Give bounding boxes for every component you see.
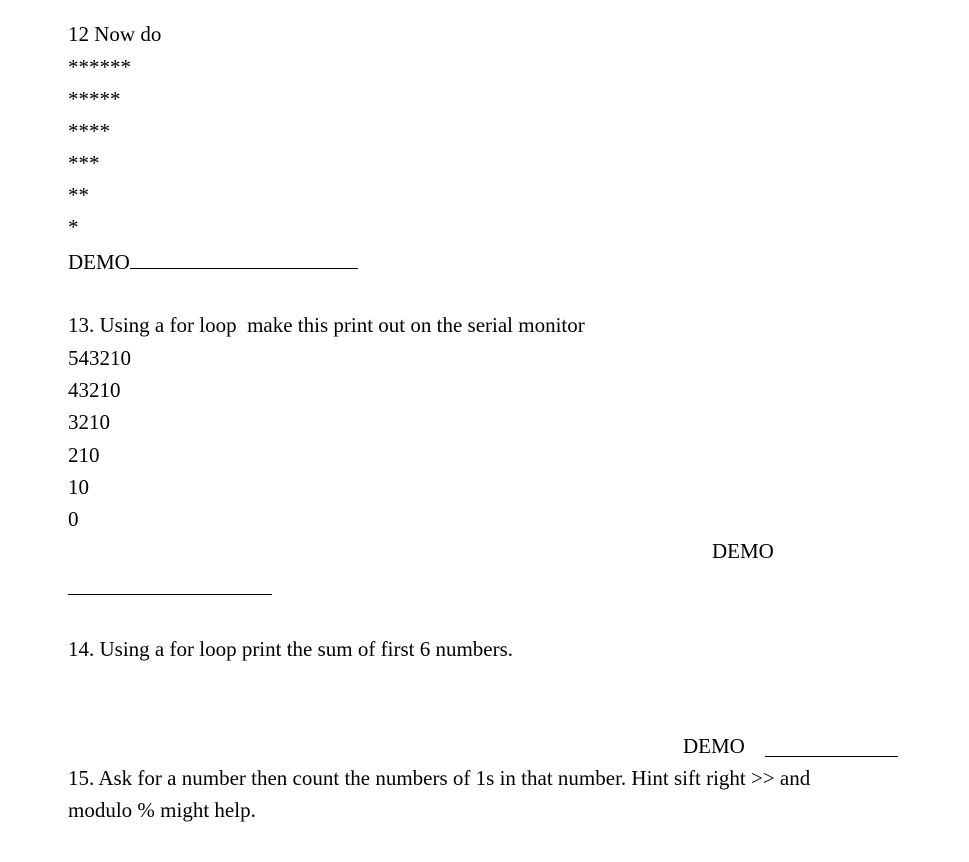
star-row-2: ***** xyxy=(68,87,121,111)
output-row-1: 543210 xyxy=(68,346,131,370)
section-12-demo xyxy=(68,249,358,274)
star-row-5: ** xyxy=(68,183,89,207)
section-14-heading: 14. Using a for loop print the sum of first 6 numbers. xyxy=(68,637,514,661)
output-row-3: 3210 xyxy=(68,410,110,434)
demo-signature-blank xyxy=(130,249,358,269)
section-12-heading: 12 Now do xyxy=(68,22,162,46)
section-13-signature-blank xyxy=(68,594,272,595)
output-row-4: 210 xyxy=(68,443,100,467)
star-row-3: **** xyxy=(68,119,110,143)
star-row-6: * xyxy=(68,215,79,239)
star-row-4: *** xyxy=(68,151,100,175)
output-row-2: 43210 xyxy=(68,378,121,402)
section-14-demo xyxy=(683,734,745,758)
star-row-1: ****** xyxy=(68,55,131,79)
output-row-5: 10 xyxy=(68,475,89,499)
section-13-heading: 13. Using a for loop make this print out on the serial monitor xyxy=(68,313,585,337)
output-row-6: 0 xyxy=(68,507,79,531)
section-14-signature-blank xyxy=(765,756,898,757)
demo-label: DEMO xyxy=(683,734,745,758)
section-15-line-1: 15. Ask for a number then count the numbers of 1s in that number. Hint sift right >> and xyxy=(68,766,811,790)
section-13-demo-label: DEMO xyxy=(712,539,774,563)
section-15-line-2: modulo % might help. xyxy=(68,798,256,822)
demo-label: DEMO xyxy=(68,250,130,274)
